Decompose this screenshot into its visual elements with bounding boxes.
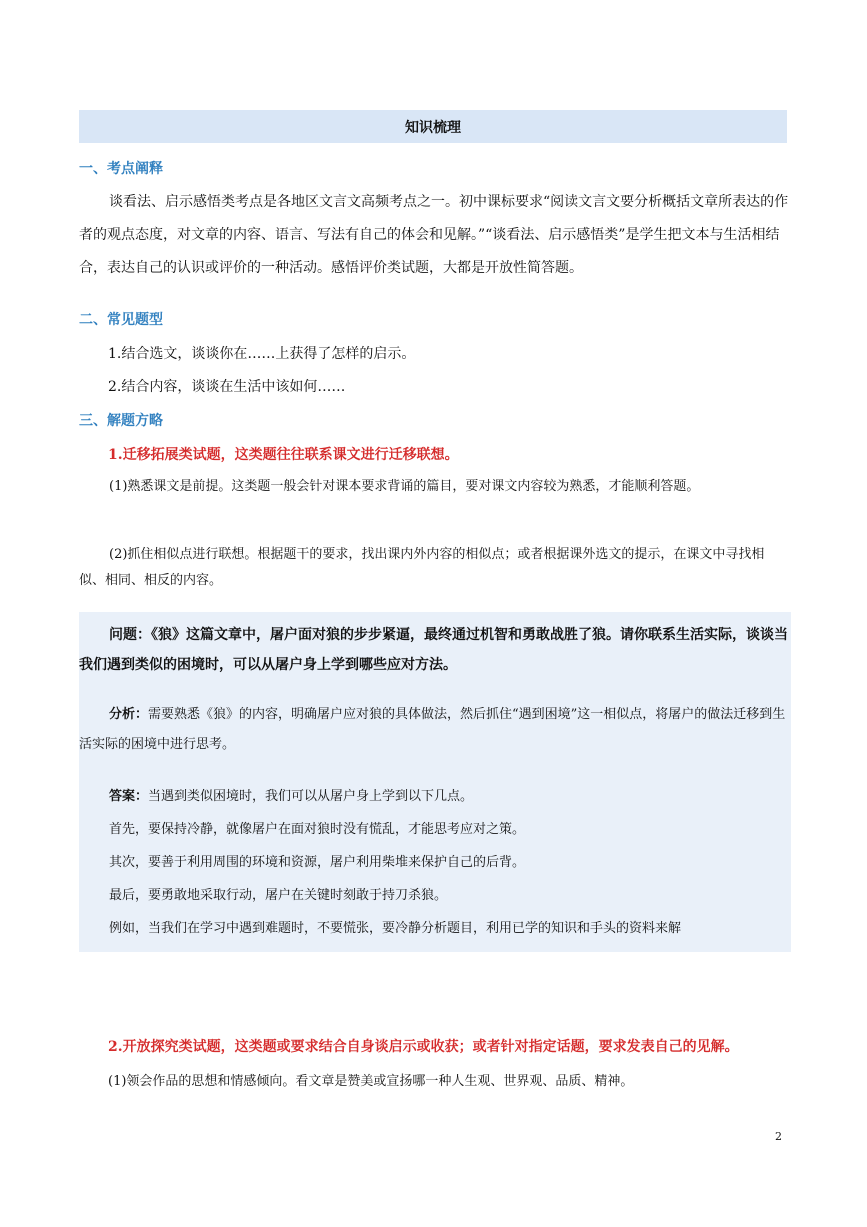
answer-label: 答案： [109, 789, 149, 804]
answer-line-4: 例如，当我们在学习中遇到难题时，不要慌张，要冷静分析题目，利用已学的知识和手头的资料来解 [109, 921, 682, 936]
answer-line-3: 最后，要勇敢地采取行动，屠户在关键时刻敢于持刀杀狼。 [109, 888, 448, 903]
example-question: 问题：《狼》这篇文章中，屠户面对狼的步步紧逼，最终通过机智和勇敢战胜了狼。请你联系生活实际，谈谈当我们遇到类似的困境时，可以从屠户身上学到哪些应对方法。 [79, 627, 788, 673]
answer-line-2: 其次，要善于利用周围的环境和资源，屠户利用柴堆来保护自己的后背。 [109, 855, 526, 870]
section-heading-3: 三、解题方略 [79, 413, 163, 429]
answer-text: 当遇到类似困境时，我们可以从屠户身上学到以下几点。 [148, 789, 474, 804]
analysis-label: 分析： [109, 707, 149, 722]
question-type-1: 1.结合选文，谈谈你在……上获得了怎样的启示。 [108, 346, 416, 362]
section-heading-2: 二、常见题型 [79, 312, 163, 328]
example-analysis [79, 700, 791, 760]
method-1-point-1: (1)熟悉课文是前提。这类题一般会针对课本要求背诵的篇目，要对课文内容较为熟悉，才能顺利答题。 [109, 479, 700, 494]
answer-line-1: 首先，要保持冷静，就像屠户在面对狼时没有慌乱，才能思考应对之策。 [109, 822, 526, 837]
question-type-2: 2.结合内容，谈谈在生活中该如何…… [108, 379, 346, 395]
method-2-heading: 2.开放探究类试题，这类题或要求结合自身谈启示或收获；或者针对指定话题，要求发表自己的见解。 [108, 1039, 739, 1055]
example-box [79, 612, 791, 952]
section-1-paragraph: 谈看法、启示感悟类考点是各地区文言文高频考点之一。初中课标要求“阅读文言文要分析概括文章所表达的作者的观点态度，对文章的内容、语言、写法有自己的体会和见解。”“谈看法、启示感悟类”是学生把文本与生活相结合，表达自己的认识或评价的一种活动。感悟评价类试题，大都是开放性简答题。 [79, 194, 789, 276]
example-answer [79, 782, 791, 812]
method-1-point-2: (2)抓住相似点进行联想。根据题干的要求，找出课内外内容的相似点；或者根据课外选文的提示，在课文中寻找相似、相同、相反的内容。 [79, 547, 765, 588]
method-1-heading: 1.迁移拓展类试题，这类题往往联系课文进行迁移联想。 [108, 447, 459, 463]
page-number: 2 [775, 1130, 782, 1143]
analysis-text: 需要熟悉《狼》的内容，明确屠户应对狼的具体做法，然后抓住“遇到困境”这一相似点，将屠户的做法迁移到生活实际的困境中进行思考。 [79, 707, 786, 752]
section-heading-1: 一、考点阐释 [79, 161, 163, 177]
method-2-point-1: (1)领会作品的思想和情感倾向。看文章是赞美或宣扬哪一种人生观、世界观、品质、精神。 [108, 1074, 634, 1089]
page-title: 知识梳理 [79, 110, 787, 143]
